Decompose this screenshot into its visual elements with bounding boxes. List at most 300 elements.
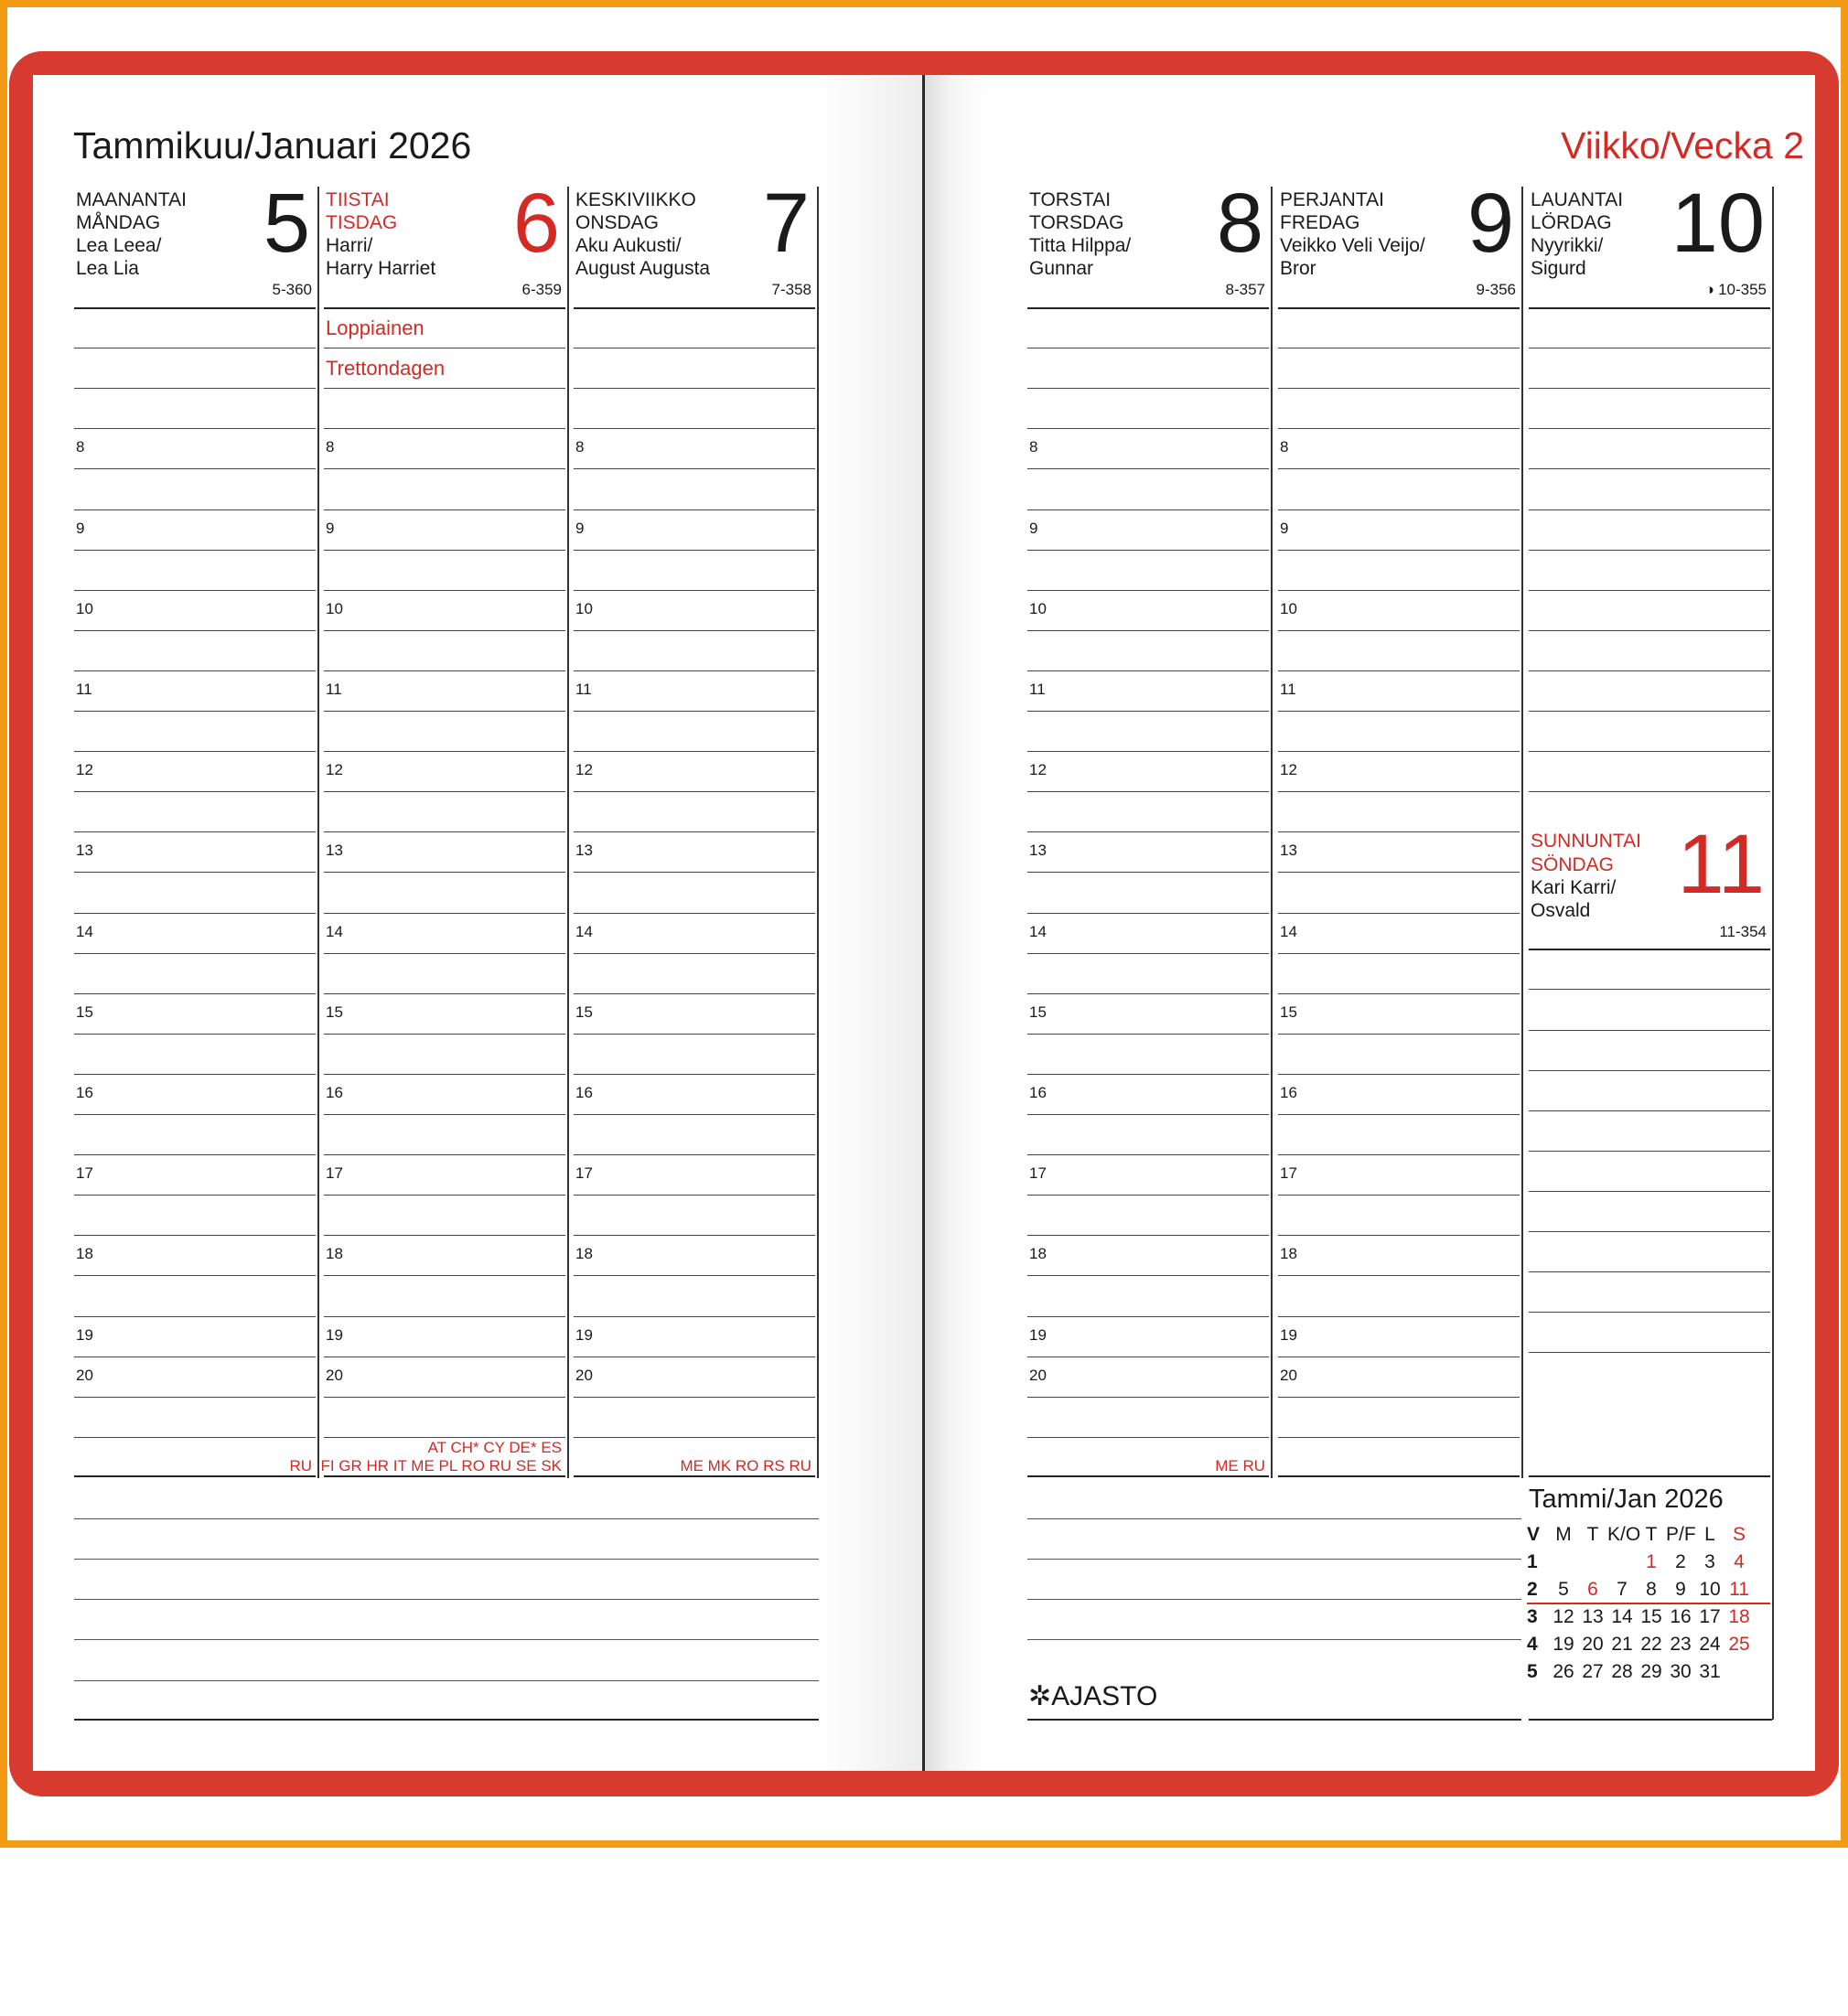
current-week-underline xyxy=(1527,1603,1770,1604)
slot-rule xyxy=(1278,468,1520,469)
hour-label: 12 xyxy=(575,761,593,779)
column-bottom-rule xyxy=(1027,1475,1269,1477)
day-number-count: 10-355 xyxy=(1718,281,1767,298)
slot-rule xyxy=(1027,993,1269,994)
slot-rule xyxy=(1027,1397,1269,1398)
sunday-name-day-1: Kari Karri/ xyxy=(1531,877,1617,899)
slot-rule xyxy=(1529,1191,1770,1192)
calendar-date: 23 xyxy=(1670,1634,1692,1655)
day-name-fi: TORSTAI xyxy=(1029,189,1112,210)
name-day-2: August Augusta xyxy=(575,258,711,279)
slot-rule xyxy=(1529,751,1770,752)
slot-rule xyxy=(1529,509,1770,510)
date-number: 10 xyxy=(1671,177,1765,270)
hour-label: 16 xyxy=(76,1083,93,1101)
calendar-date: 4 xyxy=(1734,1551,1745,1572)
slot-rule xyxy=(74,953,316,954)
day-number-count: 9-356 xyxy=(1476,281,1516,298)
notes-bottom-rule xyxy=(74,1719,819,1721)
hour-label: 12 xyxy=(76,761,93,779)
hour-label: 11 xyxy=(1280,680,1296,698)
notes-rule xyxy=(74,1599,819,1600)
mini-calendar xyxy=(1527,1484,1772,1720)
calendar-date: 15 xyxy=(1640,1606,1662,1627)
day-column[interactable] xyxy=(1529,177,1770,2016)
slot-rule xyxy=(324,388,565,389)
slot-rule xyxy=(1027,1275,1269,1276)
slot-rule xyxy=(1278,711,1520,712)
sunday-date-number: 11 xyxy=(1677,818,1765,912)
calendar-date: 8 xyxy=(1646,1579,1657,1600)
weekday-header: S xyxy=(1732,1524,1746,1545)
hour-label: 11 xyxy=(76,680,92,698)
slot-rule xyxy=(324,1154,565,1155)
slot-rule xyxy=(1027,953,1269,954)
slot-rule xyxy=(574,428,815,429)
hour-label: 9 xyxy=(1029,519,1038,537)
slot-rule xyxy=(1027,428,1269,429)
day-of-year xyxy=(1705,281,1767,299)
slot-rule xyxy=(324,1235,565,1236)
slot-rule xyxy=(1278,1034,1520,1035)
flag-days-line2: RU xyxy=(289,1456,312,1474)
slot-rule xyxy=(74,913,316,914)
slot-rule xyxy=(1529,1352,1770,1353)
slot-rule xyxy=(574,1397,815,1398)
slot-rule xyxy=(1278,630,1520,631)
slot-rule xyxy=(324,711,565,712)
slot-rule xyxy=(74,428,316,429)
hour-label: 9 xyxy=(326,519,335,537)
slot-rule xyxy=(74,1195,316,1196)
slot-rule xyxy=(1027,468,1269,469)
slot-rule xyxy=(1027,550,1269,551)
hour-label: 18 xyxy=(1029,1245,1047,1263)
hour-label: 8 xyxy=(76,438,85,456)
slot-rule xyxy=(1278,1154,1520,1155)
column-divider xyxy=(1521,187,1523,1478)
hour-label: 11 xyxy=(326,680,342,698)
slot-rule xyxy=(574,630,815,631)
name-day-1: Titta Hilppa/ xyxy=(1029,235,1132,256)
notes-rule xyxy=(1027,1559,1521,1560)
planner-spine xyxy=(922,75,925,1771)
slot-rule xyxy=(74,1316,316,1317)
slot-rule xyxy=(1027,1034,1269,1035)
calendar-date: 2 xyxy=(1675,1551,1686,1572)
slot-rule xyxy=(574,388,815,389)
day-number-count: 7-358 xyxy=(771,281,811,298)
sunday-header-rule xyxy=(1529,949,1770,950)
calendar-date: 22 xyxy=(1640,1634,1662,1655)
header-rule xyxy=(74,307,316,309)
slot-rule xyxy=(1529,348,1770,349)
week-title: Viikko/Vecka 2 xyxy=(1561,124,1804,166)
slot-rule xyxy=(74,1275,316,1276)
day-name-fi: TIISTAI xyxy=(326,189,390,210)
calendar-date: 9 xyxy=(1675,1579,1686,1600)
slot-rule xyxy=(1278,590,1520,591)
hour-label: 15 xyxy=(326,1003,343,1021)
holiday-name-sv: Trettondagen xyxy=(326,357,446,381)
hour-label: 20 xyxy=(1280,1366,1297,1384)
sunday-day-of-year: 11-354 xyxy=(1719,923,1767,941)
slot-rule xyxy=(1027,630,1269,631)
moon-phase-icon: ◑ xyxy=(1704,281,1715,298)
calendar-date: 17 xyxy=(1699,1606,1721,1627)
slot-rule xyxy=(1278,1437,1520,1438)
slot-rule xyxy=(1027,872,1269,873)
slot-rule xyxy=(574,953,815,954)
slot-rule xyxy=(1027,913,1269,914)
weekday-header: T xyxy=(1586,1524,1599,1545)
slot-rule xyxy=(74,1235,316,1236)
name-day-2: Harry Harriet xyxy=(326,258,436,279)
slot-rule xyxy=(324,1316,565,1317)
hour-label: 13 xyxy=(76,842,93,860)
slot-rule xyxy=(1278,550,1520,551)
slot-rule xyxy=(1027,1154,1269,1155)
slot-rule xyxy=(324,1195,565,1196)
hour-label: 12 xyxy=(326,761,343,779)
slot-rule xyxy=(1027,1074,1269,1075)
slot-rule xyxy=(1278,993,1520,994)
slot-rule xyxy=(1278,872,1520,873)
slot-rule xyxy=(74,388,316,389)
slot-rule xyxy=(1278,1195,1520,1196)
header-rule xyxy=(1278,307,1520,309)
slot-rule xyxy=(324,953,565,954)
day-name-sv: FREDAG xyxy=(1280,212,1360,233)
slot-rule xyxy=(324,993,565,994)
slot-rule xyxy=(324,1074,565,1075)
hour-label: 17 xyxy=(326,1164,343,1183)
slot-rule xyxy=(1278,751,1520,752)
hour-label: 10 xyxy=(1280,599,1297,617)
hour-label: 19 xyxy=(575,1325,593,1344)
column-bottom-rule xyxy=(574,1475,815,1477)
column-divider xyxy=(1271,187,1273,1478)
slot-rule xyxy=(1278,1235,1520,1236)
slot-rule xyxy=(74,993,316,994)
name-day-2: Sigurd xyxy=(1531,258,1586,279)
slot-rule xyxy=(324,831,565,832)
hour-label: 15 xyxy=(575,1003,593,1021)
slot-rule xyxy=(324,1275,565,1276)
logo-symbol-icon: ✲ xyxy=(1028,1681,1052,1711)
slot-rule xyxy=(1027,831,1269,832)
slot-rule xyxy=(1278,1397,1520,1398)
slot-rule xyxy=(74,630,316,631)
weekday-header: L xyxy=(1704,1524,1715,1545)
name-day-1: Nyyrikki/ xyxy=(1531,235,1604,256)
slot-rule xyxy=(1027,791,1269,792)
slot-rule xyxy=(1027,509,1269,510)
slot-rule xyxy=(74,1034,316,1035)
hour-label: 14 xyxy=(76,922,93,940)
weekday-header: T xyxy=(1645,1524,1658,1545)
slot-rule xyxy=(574,993,815,994)
slot-rule xyxy=(74,872,316,873)
hour-label: 19 xyxy=(326,1325,343,1344)
hour-label: 17 xyxy=(575,1164,593,1183)
slot-rule xyxy=(74,348,316,349)
slot-rule xyxy=(324,550,565,551)
hour-label: 13 xyxy=(326,842,343,860)
slot-rule xyxy=(1278,348,1520,349)
hour-label: 20 xyxy=(76,1366,93,1384)
slot-rule xyxy=(1027,1235,1269,1236)
date-number: 5 xyxy=(263,177,310,270)
week-number: 5 xyxy=(1527,1661,1538,1682)
date-number: 8 xyxy=(1216,177,1263,270)
slot-rule xyxy=(574,509,815,510)
hour-label: 16 xyxy=(1280,1083,1297,1101)
slot-rule xyxy=(1278,913,1520,914)
day-name-sv: TORSDAG xyxy=(1029,212,1124,233)
mini-calendar-header xyxy=(1527,1522,1772,1550)
slot-rule xyxy=(1278,428,1520,429)
slot-rule xyxy=(574,1074,815,1075)
slot-rule xyxy=(1278,831,1520,832)
hour-label: 18 xyxy=(326,1245,343,1263)
day-column[interactable] xyxy=(74,177,316,1478)
hour-label: 19 xyxy=(76,1325,93,1344)
header-rule xyxy=(1529,307,1770,309)
sunday-name-fi: SUNNUNTAI xyxy=(1531,831,1641,853)
flag-days-line2: ME MK RO RS RU xyxy=(680,1456,811,1474)
slot-rule xyxy=(574,872,815,873)
hour-label: 15 xyxy=(1029,1003,1047,1021)
calendar-date: 16 xyxy=(1670,1606,1692,1627)
hour-label: 8 xyxy=(575,438,585,456)
day-name-fi: LAUANTAI xyxy=(1531,189,1624,210)
slot-rule xyxy=(574,1154,815,1155)
calendar-date: 5 xyxy=(1558,1579,1569,1600)
notes-rule xyxy=(74,1639,819,1640)
hour-label: 8 xyxy=(1029,438,1038,456)
slot-rule xyxy=(1027,590,1269,591)
sunday-bottom-rule xyxy=(1529,1475,1770,1477)
logo-text: AJASTO xyxy=(1051,1681,1158,1711)
slot-rule xyxy=(1529,1312,1770,1313)
slot-rule xyxy=(1278,1275,1520,1276)
slot-rule xyxy=(1529,1231,1770,1232)
slot-rule xyxy=(574,791,815,792)
hour-label: 20 xyxy=(575,1366,593,1384)
column-divider xyxy=(567,187,569,1478)
mini-calendar-week xyxy=(1527,1550,1772,1577)
calendar-date: 14 xyxy=(1611,1606,1633,1627)
day-of-year xyxy=(1226,281,1265,299)
month-title: Tammikuu/Januari 2026 xyxy=(73,124,472,166)
slot-rule xyxy=(74,751,316,752)
hour-label: 18 xyxy=(575,1245,593,1263)
day-name-fi: PERJANTAI xyxy=(1280,189,1384,210)
slot-rule xyxy=(74,831,316,832)
slot-rule xyxy=(574,1437,815,1438)
slot-rule xyxy=(574,348,815,349)
slot-rule xyxy=(74,1154,316,1155)
calendar-date: 1 xyxy=(1646,1551,1657,1572)
mini-calendar-week xyxy=(1527,1659,1772,1687)
holiday-name-fi: Loppiainen xyxy=(326,316,424,339)
hour-label: 10 xyxy=(575,599,593,617)
hour-label: 18 xyxy=(1280,1245,1297,1263)
slot-rule xyxy=(574,1275,815,1276)
slot-rule xyxy=(1027,348,1269,349)
slot-rule xyxy=(1278,953,1520,954)
slot-rule xyxy=(574,670,815,671)
slot-rule xyxy=(1529,550,1770,551)
slot-rule xyxy=(1529,590,1770,591)
calendar-date: 28 xyxy=(1611,1661,1633,1682)
column-bottom-rule xyxy=(324,1475,565,1477)
mini-calendar-week xyxy=(1527,1577,1772,1604)
slot-rule xyxy=(1529,1151,1770,1152)
hour-label: 8 xyxy=(326,438,335,456)
notes-rule xyxy=(74,1559,819,1560)
day-name-sv: TISDAG xyxy=(326,212,398,233)
week-number: 1 xyxy=(1527,1551,1538,1572)
day-name-sv: ONSDAG xyxy=(575,212,660,233)
week-number: 4 xyxy=(1527,1634,1538,1655)
hour-label: 17 xyxy=(1280,1164,1297,1183)
slot-rule xyxy=(574,1195,815,1196)
slot-rule xyxy=(1529,388,1770,389)
slot-rule xyxy=(74,711,316,712)
hour-label: 16 xyxy=(1029,1083,1047,1101)
hour-label: 14 xyxy=(575,922,593,940)
slot-rule xyxy=(1529,1110,1770,1111)
hour-label: 9 xyxy=(76,519,85,537)
week-number: 2 xyxy=(1527,1579,1538,1600)
day-column[interactable] xyxy=(1278,177,1520,1478)
calendar-date: 11 xyxy=(1729,1579,1749,1600)
calendar-date: 10 xyxy=(1699,1579,1721,1600)
weekday-header: P/F xyxy=(1666,1524,1696,1545)
sunday-name-day-2: Osvald xyxy=(1531,900,1591,922)
name-day-1: Lea Leea/ xyxy=(76,235,162,256)
weekday-header: K/O xyxy=(1607,1524,1641,1545)
day-column[interactable] xyxy=(320,177,565,1478)
slot-rule xyxy=(1278,791,1520,792)
hour-label: 14 xyxy=(1029,922,1047,940)
hour-label: 20 xyxy=(326,1366,343,1384)
day-of-year xyxy=(1477,281,1516,299)
slot-rule xyxy=(324,468,565,469)
slot-rule xyxy=(324,509,565,510)
calendar-date: 18 xyxy=(1728,1606,1750,1627)
date-number: 9 xyxy=(1467,177,1514,270)
hour-label: 10 xyxy=(76,599,93,617)
slot-rule xyxy=(574,1034,815,1035)
slot-rule xyxy=(1278,1074,1520,1075)
name-day-2: Gunnar xyxy=(1029,258,1094,279)
slot-rule xyxy=(1529,630,1770,631)
weekday-header: V xyxy=(1527,1524,1541,1545)
slot-rule xyxy=(1027,670,1269,671)
day-name-sv: MÅNDAG xyxy=(76,212,161,233)
slot-rule xyxy=(324,1397,565,1398)
slot-rule xyxy=(1027,751,1269,752)
hour-label: 13 xyxy=(1029,842,1047,860)
header-rule xyxy=(1027,307,1269,309)
hour-label: 16 xyxy=(575,1083,593,1101)
name-day-1: Veikko Veli Veijo/ xyxy=(1280,235,1425,256)
flag-days-line1: AT CH* CY DE* ES xyxy=(427,1438,562,1456)
hour-label: 16 xyxy=(326,1083,343,1101)
day-column[interactable] xyxy=(1027,177,1269,1478)
day-of-year xyxy=(273,281,312,299)
flag-days-line2: FI GR HR IT ME PL RO RU SE SK xyxy=(320,1456,562,1474)
notes-rule xyxy=(1027,1518,1521,1519)
slot-rule xyxy=(324,630,565,631)
slot-rule xyxy=(324,590,565,591)
slot-rule xyxy=(1027,1316,1269,1317)
hour-label: 19 xyxy=(1029,1325,1047,1344)
slot-rule xyxy=(74,1437,316,1438)
slot-rule xyxy=(324,1034,565,1035)
hour-label: 15 xyxy=(1280,1003,1297,1021)
date-number: 6 xyxy=(512,177,560,270)
day-number-count: 5-360 xyxy=(272,281,312,298)
slot-rule xyxy=(574,468,815,469)
column-divider xyxy=(317,187,319,1478)
slot-rule xyxy=(324,872,565,873)
hour-label: 14 xyxy=(1280,922,1297,940)
day-name-sv: LÖRDAG xyxy=(1531,212,1612,233)
slot-rule xyxy=(574,1316,815,1317)
date-number: 7 xyxy=(762,177,810,270)
slot-rule xyxy=(1278,1316,1520,1317)
calendar-date: 12 xyxy=(1553,1606,1574,1627)
slot-rule xyxy=(324,1437,565,1438)
mini-calendar-week xyxy=(1527,1604,1772,1632)
calendar-date: 31 xyxy=(1699,1661,1721,1682)
slot-rule xyxy=(574,831,815,832)
day-column[interactable] xyxy=(574,177,815,1478)
calendar-date: 24 xyxy=(1699,1634,1721,1655)
hour-label: 12 xyxy=(1029,761,1047,779)
flag-days-line2: ME RU xyxy=(1215,1456,1265,1474)
calendar-date: 30 xyxy=(1670,1661,1692,1682)
calendar-date: 13 xyxy=(1582,1606,1604,1627)
hour-label: 17 xyxy=(1029,1164,1047,1183)
slot-rule xyxy=(574,550,815,551)
slot-rule xyxy=(74,468,316,469)
slot-rule xyxy=(324,751,565,752)
slot-rule xyxy=(1278,388,1520,389)
header-rule xyxy=(324,307,565,309)
hour-label: 9 xyxy=(1280,519,1289,537)
column-bottom-rule xyxy=(74,1475,316,1477)
column-divider xyxy=(1772,187,1774,1720)
slot-rule xyxy=(1027,1437,1269,1438)
name-day-2: Bror xyxy=(1280,258,1316,279)
day-name-fi: KESKIVIIKKO xyxy=(575,189,696,210)
slot-rule xyxy=(1529,1030,1770,1031)
slot-rule xyxy=(74,791,316,792)
name-day-2: Lea Lia xyxy=(76,258,139,279)
calendar-date: 7 xyxy=(1617,1579,1628,1600)
slot-rule xyxy=(1278,1114,1520,1115)
slot-rule xyxy=(1529,711,1770,712)
hour-label: 13 xyxy=(575,842,593,860)
hour-label: 17 xyxy=(76,1164,93,1183)
slot-rule xyxy=(74,1114,316,1115)
slot-rule xyxy=(1529,1070,1770,1071)
